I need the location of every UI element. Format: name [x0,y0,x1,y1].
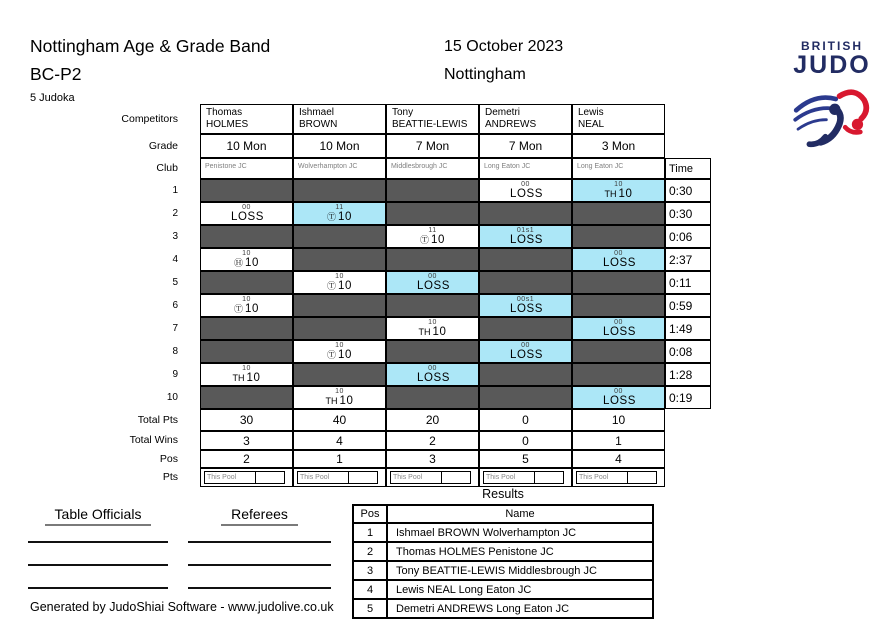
match-cell [386,386,479,409]
win-mark-icon: Ⓣ [419,235,429,245]
result-text: LOSS [509,303,544,315]
results-row [353,599,653,618]
pts-entry-box [349,471,378,484]
total-pts-cell: 40 [293,409,386,431]
result-text: LOSS [416,280,451,292]
result-name: Ishmael BROWN Wolverhampton JC [387,523,653,542]
win-mark-icon: TH [232,373,245,383]
match-cell [386,248,479,271]
club-cell: Middlesbrough JC [386,158,479,179]
pos-cell: 4 [572,450,665,468]
result-line [229,211,264,223]
result-text: 10 [432,326,447,338]
score-code: 10 [335,342,344,349]
result-line [327,280,352,292]
result-pos: 5 [353,599,387,618]
match-cell [293,294,386,317]
club-cells [200,158,665,179]
score-code: 00 [614,250,623,257]
referees-label: Referees [221,506,298,526]
match-cell [479,363,572,386]
pos-cell: 2 [200,450,293,468]
competitor-first-name: Thomas [206,107,243,118]
result-line [327,349,352,361]
result-line [419,326,447,338]
score-code: 00 [242,204,251,211]
match-cell [200,294,293,317]
result-line [234,303,259,315]
total-pts-cell: 10 [572,409,665,431]
result-text: LOSS [602,395,637,407]
score-code: 11 [335,204,344,211]
match-time: 0:11 [665,271,711,294]
score-code: 11 [428,227,437,234]
score-code: 00 [428,365,437,372]
match-cell [293,386,386,409]
signature-line [28,587,168,589]
grade-cell: 7 Mon [386,134,479,158]
result-text: 10 [338,211,352,223]
match-cell [572,248,665,271]
results-pos-header: Pos [353,505,387,523]
win-mark-icon: Ⓣ [326,281,336,291]
match-cell [200,179,293,202]
total-pts-row [200,409,711,431]
win-mark-icon: TH [325,396,338,406]
match-cell [386,317,479,340]
win-mark-icon: Ⓣ [326,350,336,360]
result-text: 10 [338,349,352,361]
score-code: 10 [242,296,251,303]
match-time: 0:06 [665,225,711,248]
competitor-first-name: Tony [392,107,414,118]
result-text: LOSS [602,257,637,269]
match-time: 0:59 [665,294,711,317]
match-cell [572,225,665,248]
competitor-cell [200,104,293,134]
result-pos: 1 [353,523,387,542]
match-cell [479,294,572,317]
british-judo-logo [788,40,876,153]
match-grid [200,179,711,409]
result-name: Demetri ANDREWS Long Eaton JC [387,599,653,618]
result-text: 10 [338,280,352,292]
match-cell [572,386,665,409]
score-code: 00 [614,388,623,395]
result-text: LOSS [230,211,265,223]
match-cell [200,271,293,294]
competitors-row [200,104,711,134]
win-mark-icon: Ⓣ [326,212,336,222]
label-grade: Grade [148,140,178,152]
score-code: 00 [521,181,530,188]
match-number: 2 [172,208,178,219]
competitor-cell [386,104,479,134]
club-cell: Long Eaton JC [479,158,572,179]
result-text: 10 [246,372,261,384]
total-wins-cell: 0 [479,431,572,450]
table-officials-label: Table Officials [45,506,152,526]
result-line [601,257,636,269]
match-numbers [58,179,178,409]
pts-entry-box [442,471,471,484]
match-cell [200,340,293,363]
match-cell [572,317,665,340]
club-cell: Penistone JC [200,158,293,179]
pts-cell [200,468,293,487]
win-mark-icon: Ⓗ [233,258,243,268]
match-cell [386,202,479,225]
table-officials-heading [28,506,168,526]
win-mark-icon: Ⓣ [233,304,243,314]
pts-cell [572,468,665,487]
score-code: 00 [428,273,437,280]
match-number: 3 [172,231,178,242]
total-wins-row [200,431,711,450]
match-cell [386,363,479,386]
club-cell: Long Eaton JC [572,158,665,179]
result-text: LOSS [509,188,544,200]
match-number: 9 [172,369,178,380]
grade-cell: 3 Mon [572,134,665,158]
result-line [233,372,261,384]
match-cell [293,248,386,271]
result-text: LOSS [509,349,544,361]
result-text: LOSS [602,326,637,338]
match-number: 8 [172,346,178,357]
match-cell [572,202,665,225]
match-cell [293,363,386,386]
result-name: Tony BEATTIE-LEWIS Middlesbrough JC [387,561,653,580]
match-row [200,386,711,409]
competitor-last-name: NEAL [578,119,605,130]
match-number: 6 [172,300,178,311]
win-mark-icon: TH [604,189,617,199]
label-pos: Pos [159,453,178,465]
match-cell [200,225,293,248]
match-row [200,271,711,294]
pts-cell [293,468,386,487]
score-code: 10 [428,319,437,326]
result-name: Lewis NEAL Long Eaton JC [387,580,653,599]
grade-cell: 7 Mon [479,134,572,158]
match-cell [572,363,665,386]
results-row [353,523,653,542]
score-code: 00 [521,342,530,349]
match-time: 1:49 [665,317,711,340]
pos-row [200,450,711,468]
grade-row [200,134,711,158]
result-line [327,211,352,223]
result-name: Thomas HOLMES Penistone JC [387,542,653,561]
logo-text-british: BRITISH [801,39,863,53]
match-cell [386,225,479,248]
match-cell [479,340,572,363]
result-pos: 4 [353,580,387,599]
competitor-cell [293,104,386,134]
results-name-header: Name [387,505,653,523]
match-time: 2:37 [665,248,711,271]
match-number: 10 [166,392,178,403]
this-pool-box: This Pool [204,471,256,484]
row-labels [58,104,178,487]
label-total-wins: Total Wins [129,434,178,446]
competitor-last-name: BROWN [299,119,338,130]
match-cell [572,271,665,294]
pos-cell: 3 [386,450,479,468]
results-section [352,487,654,619]
signature-line [188,541,331,543]
result-text: 10 [245,303,259,315]
pts-cell [386,468,479,487]
match-cell [200,248,293,271]
match-cell [200,202,293,225]
result-text: 10 [245,257,259,269]
result-line [601,326,636,338]
match-cell [293,202,386,225]
results-title: Results [482,487,524,501]
result-line [508,188,543,200]
match-time: 0:30 [665,202,711,225]
match-cell [293,340,386,363]
match-cell [200,386,293,409]
match-row [200,363,711,386]
pts-entry-box [535,471,564,484]
result-text: LOSS [509,234,544,246]
label-pts: Pts [162,471,178,483]
match-cell [479,317,572,340]
match-row [200,225,711,248]
score-code: 00 [614,319,623,326]
score-code: 10 [335,388,344,395]
pos-cell: 1 [293,450,386,468]
match-row [200,340,711,363]
pts-entry-box [256,471,285,484]
result-pos: 3 [353,561,387,580]
total-pts-cell: 20 [386,409,479,431]
match-cell [479,225,572,248]
match-cell [479,202,572,225]
match-cell [572,340,665,363]
match-cell [293,317,386,340]
this-pool-box: This Pool [483,471,535,484]
match-time: 0:08 [665,340,711,363]
match-cell [479,248,572,271]
pool-table [200,104,711,487]
match-row [200,294,711,317]
judo-figure-icon [791,82,873,148]
label-competitors: Competitors [121,113,178,125]
results-row [353,561,653,580]
match-time: 1:28 [665,363,711,386]
score-code: 10 [614,181,623,188]
category-code: BC-P2 [30,64,82,84]
match-cell [200,317,293,340]
result-text: 10 [431,234,445,246]
competitor-last-name: BEATTIE-LEWIS [392,119,468,130]
total-wins-cell: 2 [386,431,479,450]
match-number: 5 [172,277,178,288]
competitor-cell [479,104,572,134]
results-table [352,504,654,619]
result-text: 10 [339,395,354,407]
results-row [353,580,653,599]
grade-cell: 10 Mon [293,134,386,158]
match-row [200,202,711,225]
match-cell [479,386,572,409]
pts-entry-box [628,471,657,484]
results-row [353,542,653,561]
result-line [415,280,450,292]
this-pool-box: This Pool [297,471,349,484]
match-cell [293,271,386,294]
match-number: 7 [172,323,178,334]
result-line [415,372,450,384]
competitor-last-name: HOLMES [206,119,249,130]
match-row [200,248,711,271]
results-rows [353,523,653,618]
score-code: 01s1 [516,227,535,234]
match-time: 0:30 [665,179,711,202]
result-text: 10 [618,188,633,200]
match-cell [386,340,479,363]
match-cell [200,363,293,386]
match-number: 1 [172,185,178,196]
match-cell [479,179,572,202]
club-row [200,158,711,179]
logo-text-judo: JUDO [793,51,871,79]
competitor-first-name: Ishmael [299,107,335,118]
match-row [200,317,711,340]
score-code: 00s1 [516,296,535,303]
score-code: 10 [242,365,251,372]
referees-heading [188,506,331,526]
total-pts-cell: 0 [479,409,572,431]
competitor-last-name: ANDREWS [485,119,537,130]
results-header-row [353,505,653,523]
result-line [326,395,354,407]
pts-row [200,468,711,487]
club-cell: Wolverhampton JC [293,158,386,179]
competitor-cell [572,104,665,134]
signature-line [28,541,168,543]
result-line [420,234,445,246]
result-line [508,349,543,361]
total-wins-cell: 3 [200,431,293,450]
match-row [200,179,711,202]
match-cell [386,179,479,202]
label-total-pts: Total Pts [137,414,178,426]
total-wins-cell: 4 [293,431,386,450]
score-code: 10 [242,250,251,257]
match-time: 0:19 [665,386,711,409]
signature-line [28,564,168,566]
match-cell [386,271,479,294]
competitor-first-name: Demetri [485,107,521,118]
result-line [601,395,636,407]
time-column-header: Time [665,158,711,179]
result-line [508,234,543,246]
event-date: 15 October 2023 [444,38,564,55]
result-text: LOSS [416,372,451,384]
signature-line [188,564,331,566]
result-pos: 2 [353,542,387,561]
generator-credit: Generated by JudoShiai Software - www.judolive.co.uk [30,600,334,614]
total-wins-cell: 1 [572,431,665,450]
match-cell [386,294,479,317]
competitor-first-name: Lewis [578,107,604,118]
judoka-count: 5 Judoka [30,92,75,104]
label-club: Club [156,162,178,174]
score-code: 10 [335,273,344,280]
total-pts-cell: 30 [200,409,293,431]
this-pool-box: This Pool [576,471,628,484]
match-cell [293,179,386,202]
page-title: Nottingham Age & Grade Band [30,36,271,56]
match-cell [572,179,665,202]
result-line [508,303,543,315]
signature-line [188,587,331,589]
this-pool-box: This Pool [390,471,442,484]
result-line [234,257,259,269]
pos-cell: 5 [479,450,572,468]
match-cell [479,271,572,294]
match-cell [293,225,386,248]
grade-cell: 10 Mon [200,134,293,158]
win-mark-icon: TH [418,327,431,337]
match-cell [572,294,665,317]
result-line [605,188,633,200]
pts-cell [479,468,572,487]
match-number: 4 [172,254,178,265]
event-location: Nottingham [444,66,526,83]
